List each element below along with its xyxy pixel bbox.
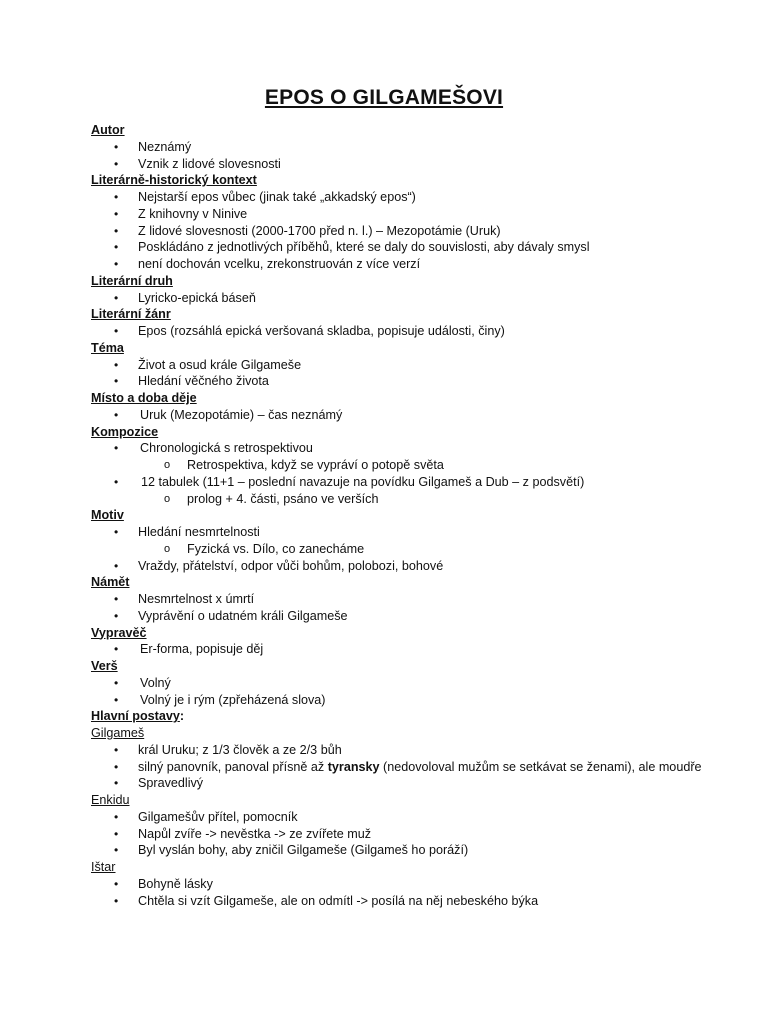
bullet-icon: • [114,139,119,154]
section-heading-tema: Téma [91,340,124,355]
circle-bullet-icon: o [164,459,171,471]
bullet-icon: • [114,759,119,774]
sub-list-item: o Fyzická vs. Dílo, co zanecháme [164,541,365,556]
document-body [91,122,731,909]
bullet-icon: • [114,642,119,657]
list-item: • Spravedlivý [114,776,204,791]
list-item: • silný panovník, panoval přísně až tyransky (nedovoloval mužům se setkávat se ženami), ale moudře [114,759,702,774]
document-title: EPOS O GILGAMEŠOVI [264,86,504,109]
bullet-icon: • [114,357,119,372]
character-name-enkidu: Enkidu [91,793,130,807]
character-name-gilgames: Gilgameš [91,726,145,740]
list-item: • Chronologická s retrospektivou [114,441,313,456]
list-item: • Uruk (Mezopotámie) – čas neznámý [114,407,343,422]
bullet-icon: • [114,474,119,489]
section-heading-druh: Literární druh [91,273,173,288]
list-item: • Z lidové slovesnosti (2000-1700 před n. l.) – Mezopotámie (Uruk) [114,223,501,238]
bullet-icon: • [114,558,119,573]
bullet-icon: • [114,876,119,891]
section-heading-motiv: Motiv [91,508,124,523]
bullet-icon: • [114,608,119,623]
bullet-icon: • [114,223,119,238]
bullet-icon: • [114,776,119,791]
bullet-icon: • [114,441,119,456]
list-item: • král Uruku; z 1/3 člověk a ze 2/3 bůh [114,742,342,757]
circle-bullet-icon: o [164,492,171,505]
list-item: • Hledání věčného života [114,374,269,389]
bullet-icon: • [114,809,119,824]
section-heading-kontext: Literárně-historický kontext [91,173,257,188]
section-heading-kompozice: Kompozice [91,424,159,439]
list-item: • Poskládáno z jednotlivých příběhů, které se daly do souvislosti, aby dávaly smysl [114,240,590,255]
section-heading-vers: Verš [91,659,118,673]
list-item: • Epos (rozsáhlá epická veršovaná skladba, popisuje události, činy) [114,324,505,338]
bullet-icon: • [114,190,119,204]
bullet-icon: • [114,240,119,255]
section-heading-autor: Autor [91,123,125,137]
bullet-icon: • [114,525,119,539]
list-item: • není dochován vcelku, zrekonstruován z více verzí [114,257,421,271]
list-item: • Nejstarší epos vůbec (jinak také „akkadský epos“) [114,190,416,204]
list-item: • Život a osud krále Gilgameše [114,357,302,372]
bullet-icon: • [114,592,119,606]
section-heading-namet: Námět [91,575,130,590]
bullet-icon: • [114,893,119,908]
circle-bullet-icon: o [164,542,171,555]
bullet-icon: • [114,742,119,757]
section-heading-zanr: Literární žánr [91,307,171,322]
list-item: • Vznik z lidové slovesnosti [114,156,281,171]
list-item: • Napůl zvíře -> nevěstka -> ze zvířete muž [114,826,372,841]
list-item: • Volný je i rým (zpřeházená slova) [114,692,326,707]
list-item: • Er-forma, popisuje děj [114,642,264,657]
list-item: • Volný [114,675,171,690]
character-name-istar: Ištar [91,860,116,874]
sub-list-item: o prolog + 4. části, psáno ve verších [164,491,379,506]
section-heading-vypravec: Vypravěč [91,625,147,640]
list-item: • Byl vyslán bohy, aby zničil Gilgameše (Gilgameš ho poráží) [114,843,469,858]
list-item: • Lyricko-epická báseň [114,290,256,305]
bullet-icon: • [114,692,119,707]
list-item: • 12 tabulek (11+1 – poslední navazuje na povídku Gilgameš a Dub – z podsvětí) [114,474,585,489]
list-item: • Hledání nesmrtelnosti [114,525,260,539]
list-item: • Nesmrtelnost x úmrtí [114,592,255,606]
list-item: • Neznámý [114,139,192,154]
list-item: • Vyprávění o udatném králi Gilgameše [114,608,348,623]
list-item: • Gilgamešův přítel, pomocník [114,809,298,824]
bullet-icon: • [114,407,119,422]
bullet-icon: • [114,257,119,271]
list-item: • Z knihovny v Ninive [114,206,248,221]
sub-list-item: o Retrospektiva, když se vypráví o potopě světa [164,458,444,472]
bullet-icon: • [114,843,119,858]
bullet-icon: • [114,826,119,841]
bullet-icon: • [114,156,119,171]
bullet-icon: • [114,290,119,305]
bullet-icon: • [114,374,119,389]
list-item: • Bohyně lásky [114,876,213,891]
section-heading-misto: Místo a doba děje [91,391,197,405]
section-heading-postavy: Hlavní postavy: [91,709,185,724]
list-item: • Vraždy, přátelství, odpor vůči bohům, polobozi, bohové [114,558,444,573]
list-item: • Chtěla si vzít Gilgameše, ale on odmítl -> posílá na něj nebeského býka [114,893,539,908]
bullet-icon: • [114,675,119,690]
bullet-icon: • [114,324,119,338]
bullet-icon: • [114,206,119,221]
